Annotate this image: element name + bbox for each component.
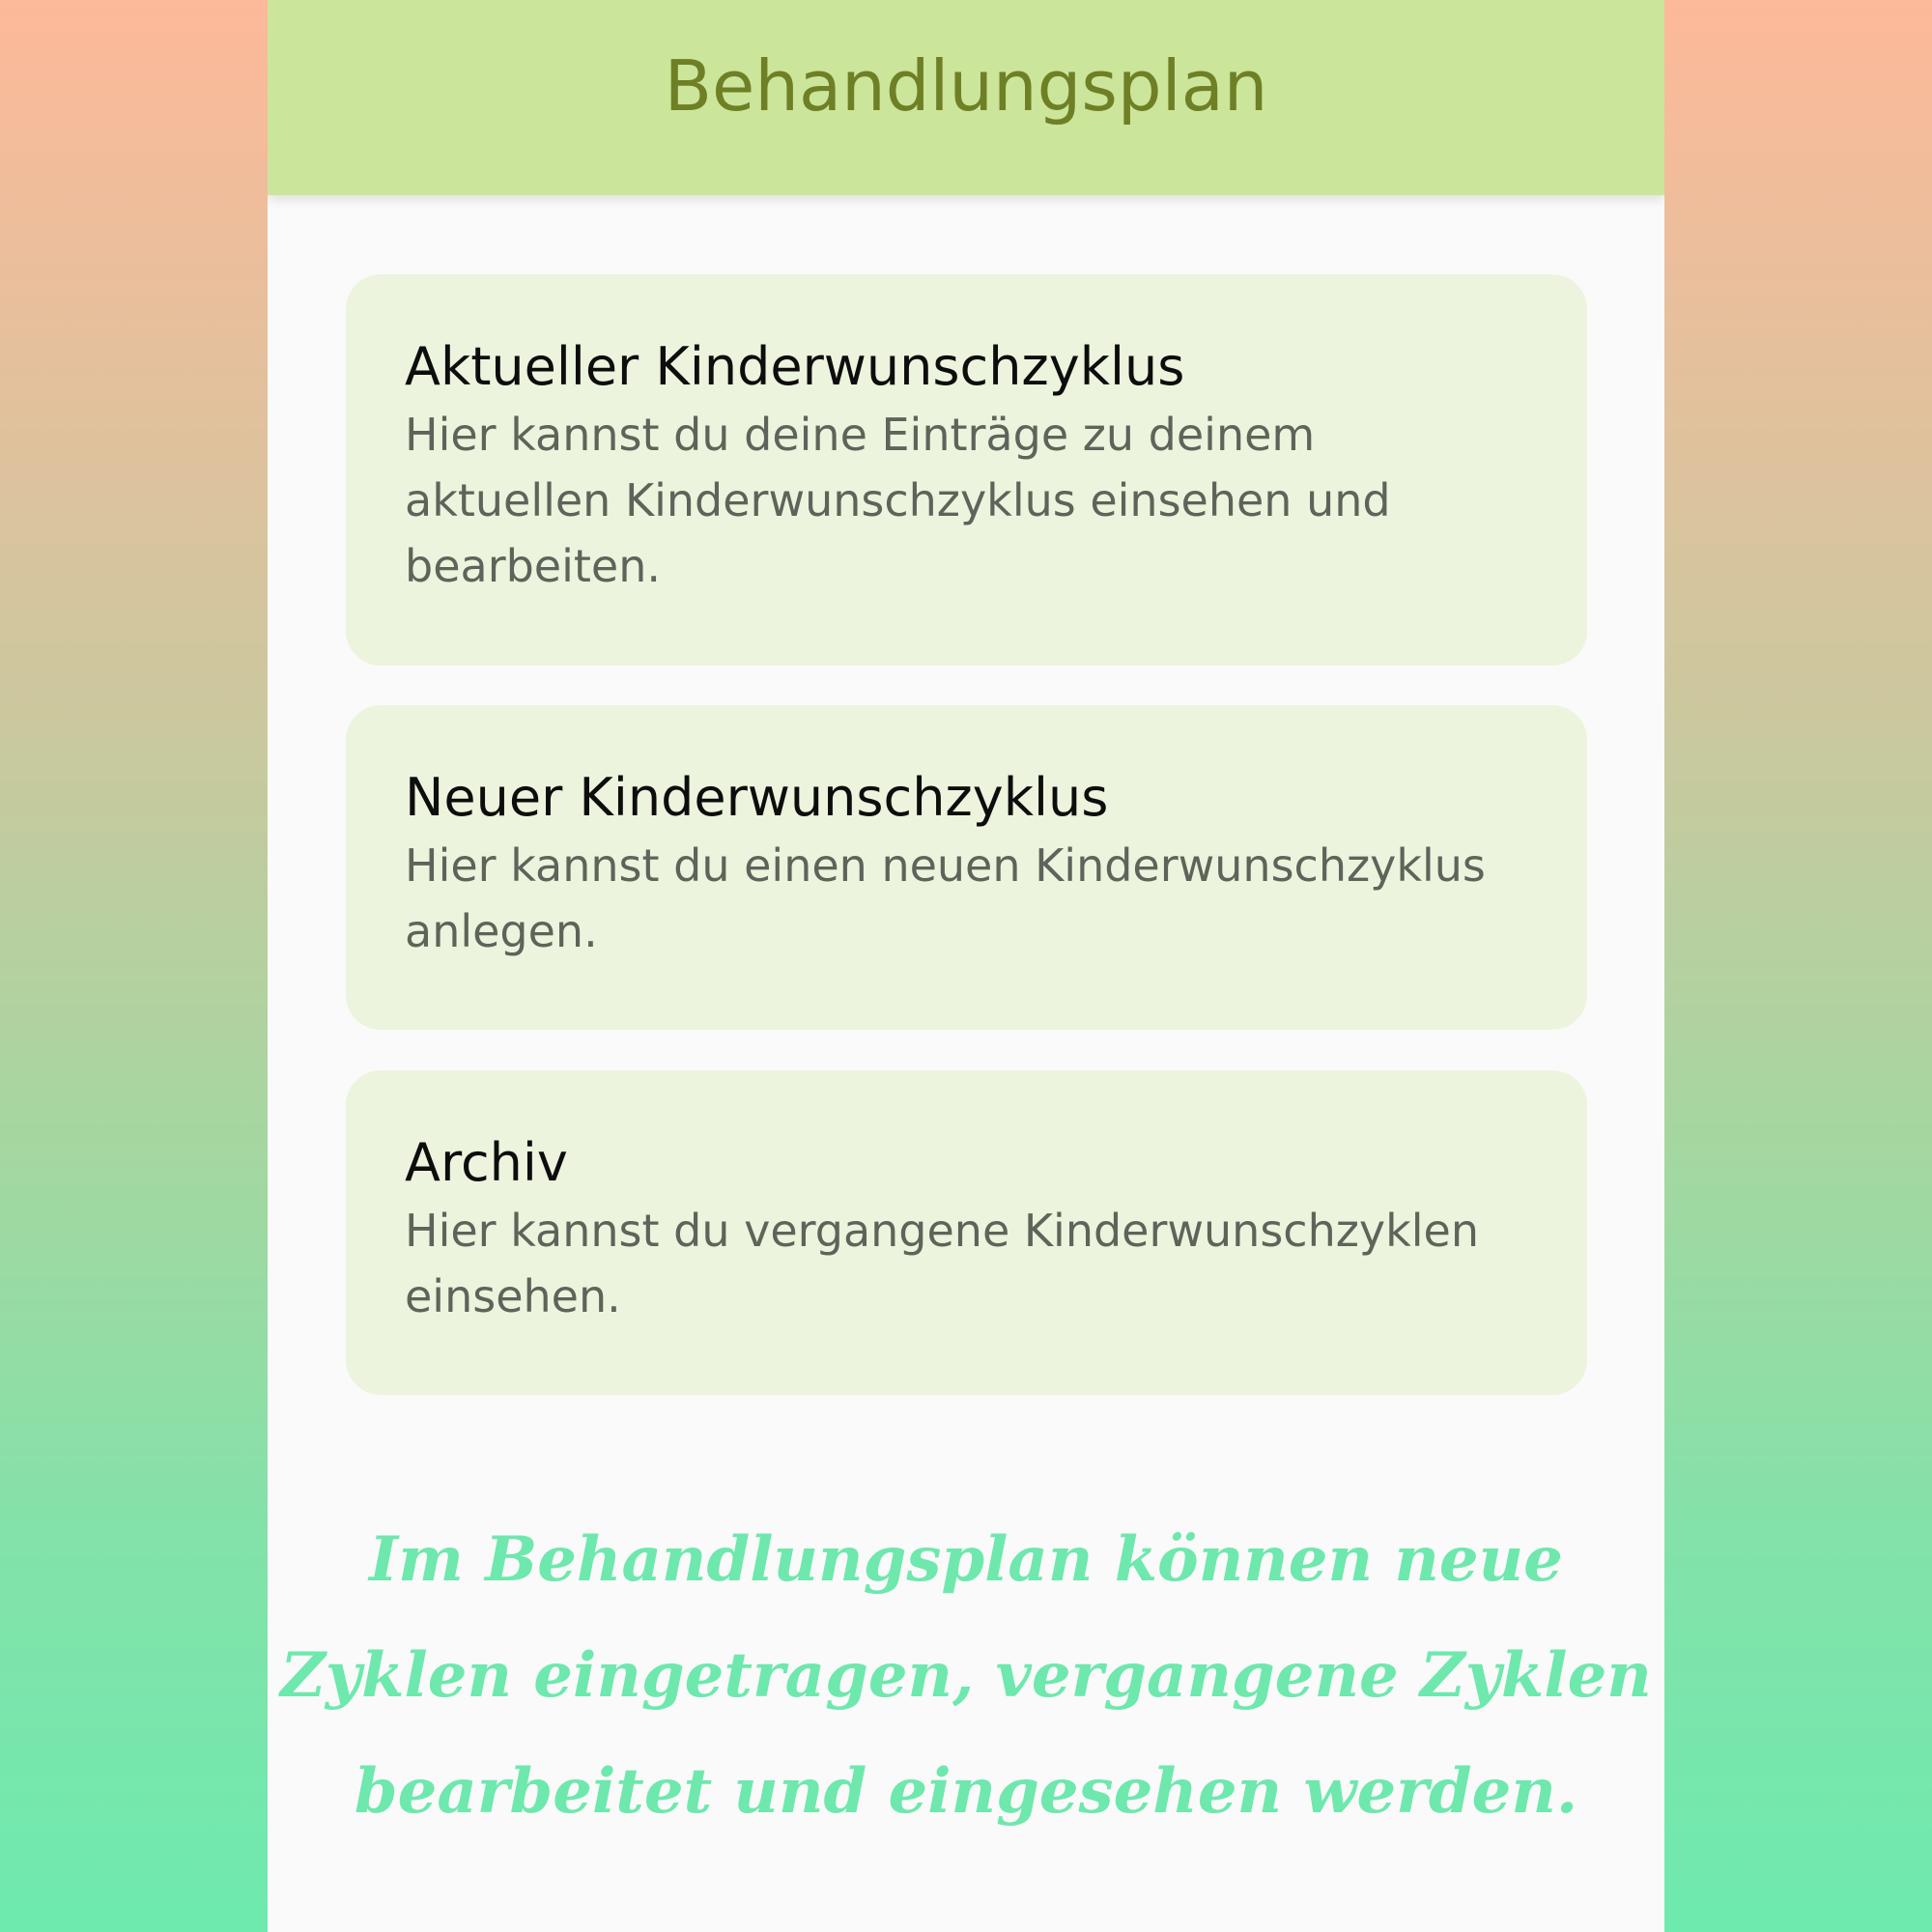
page-title: Behandlungsplan [664,45,1268,127]
card-description: Hier kannst du einen neuen Kinderwunschzyklus anlegen. [405,839,1486,957]
card-title: Archiv [405,1132,568,1193]
card-description: Hier kannst du vergangene Kinderwunschzyklen einsehen. [405,1205,1479,1322]
card-archive[interactable] [346,1070,1587,1395]
card-title: Neuer Kinderwunschzyklus [405,767,1109,828]
card-new-cycle[interactable] [346,705,1587,1030]
card-current-cycle[interactable] [346,274,1587,666]
app-screen [268,0,1664,1932]
app-bar [268,0,1664,195]
card-description: Hier kannst du deine Einträge zu deinem aktuellen Kinderwunschzyklus einsehen und bearbeiten. [405,409,1391,592]
promo-caption: Im Behandlungsplan können neue Zyklen eingetragen, vergangene Zyklen bearbeitet und eingesehen werden. [280,1523,1652,1828]
card-title: Aktueller Kinderwunschzyklus [405,336,1185,397]
